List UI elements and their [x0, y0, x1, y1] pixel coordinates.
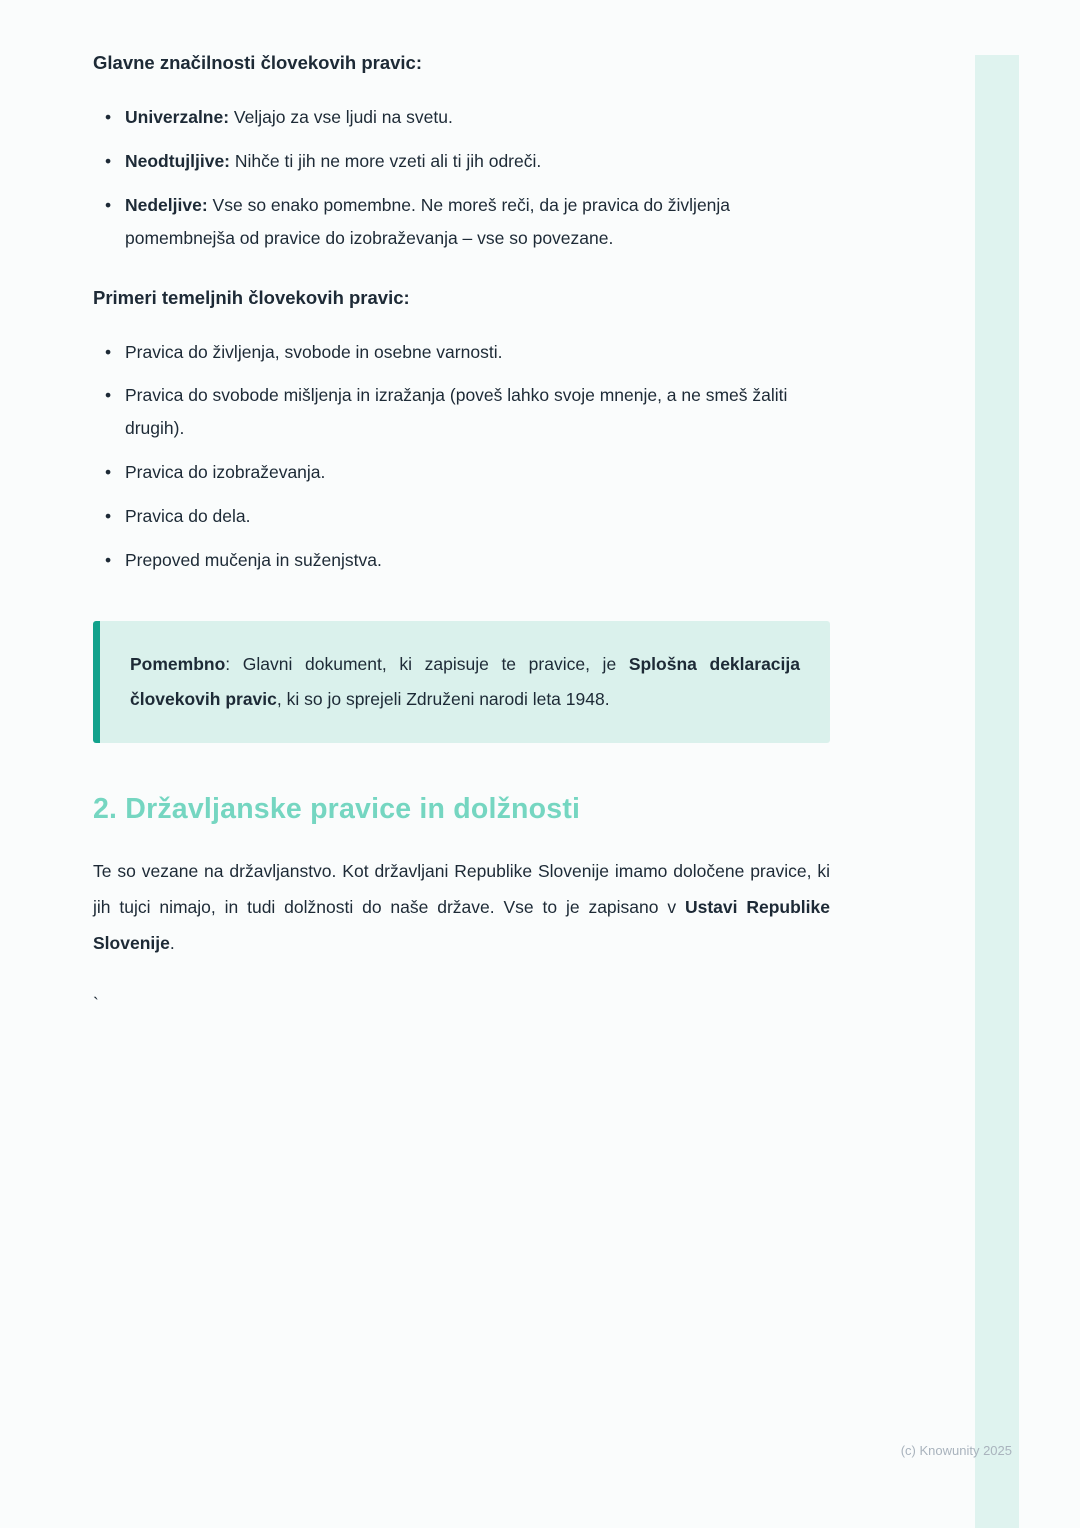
- civic-paragraph: [93, 853, 830, 962]
- list-item: [93, 336, 830, 369]
- bullet-icon: •: [105, 107, 112, 127]
- bullet-icon: •: [105, 506, 112, 527]
- page-accent-stripe: [975, 55, 1019, 1528]
- document-content: [93, 52, 830, 1015]
- list-item-text: [125, 145, 830, 178]
- callout-bold-term: Splošna deklaracija človekovih pravic: [130, 653, 800, 709]
- bullet-icon: •: [105, 385, 112, 406]
- list-item: [93, 189, 830, 255]
- important-callout: [93, 621, 830, 743]
- list-item-term: Univerzalne:: [125, 107, 230, 127]
- examples-list: [93, 336, 830, 577]
- list-item: [93, 145, 830, 178]
- paragraph-bold-term: Ustavi Republike Slovenije: [93, 897, 830, 954]
- paragraph-text: .: [169, 933, 175, 954]
- list-item-body: Vse so enako pomembne. Ne moreš reči, da je pravica do življenja pomembnejša od pravice do izobraževanja – vse so povezane.: [125, 194, 731, 248]
- bullet-icon: •: [105, 550, 112, 571]
- callout-label: Pomembno: [130, 653, 226, 674]
- list-item: [93, 544, 830, 577]
- copyright-footer: (c) Knowunity 2025: [900, 1443, 1012, 1458]
- examples-heading: Primeri temeljnih človekovih pravic:: [93, 286, 410, 308]
- paragraph-text: Te so vezane na državljanstvo. Kot državljani Republike Slovenije imamo določene pravice, ki jih tujci nimajo, in tudi dolžnosti do naše države. Vse to je zapisano v: [93, 860, 830, 918]
- list-item: [93, 379, 830, 445]
- list-item-text: [125, 101, 830, 134]
- list-item-text: Pravica do življenja, svobode in osebne varnosti.: [125, 341, 503, 362]
- characteristics-heading: Glavne značilnosti človekovih pravic:: [93, 52, 423, 73]
- list-item: [93, 456, 830, 489]
- stray-backtick: `: [93, 993, 99, 1014]
- bullet-icon: •: [105, 462, 112, 483]
- list-item-text: Pravica do svobode mišljenja in izražanja (poveš lahko svoje mnenje, a ne smeš žaliti drugih).: [125, 385, 788, 439]
- callout-text: : Glavni dokument, ki zapisuje te pravice, je: [225, 653, 629, 674]
- bullet-icon: •: [105, 194, 112, 215]
- bullet-icon: •: [105, 341, 112, 362]
- list-item-term: Neodtujljive:: [125, 150, 231, 171]
- list-item-text: Pravica do dela.: [125, 506, 251, 527]
- list-item-text: [125, 189, 830, 255]
- list-item-body: Nihče ti jih ne more vzeti ali ti jih odreči.: [230, 150, 542, 171]
- list-item-term: Nedeljive:: [125, 194, 208, 215]
- callout-text: , ki so jo sprejeli Združeni narodi leta 1948.: [276, 688, 610, 709]
- list-item: [93, 500, 830, 533]
- list-item-text: Prepoved mučenja in suženjstva.: [125, 550, 382, 571]
- list-item-text: Pravica do izobraževanja.: [125, 462, 326, 483]
- section-2-heading: 2. Državljanske pravice in dolžnosti: [93, 792, 581, 825]
- bullet-icon: •: [105, 150, 112, 171]
- list-item: [93, 101, 830, 134]
- list-item-body: Veljajo za vse ljudi na svetu.: [229, 107, 453, 127]
- characteristics-list: [93, 101, 830, 255]
